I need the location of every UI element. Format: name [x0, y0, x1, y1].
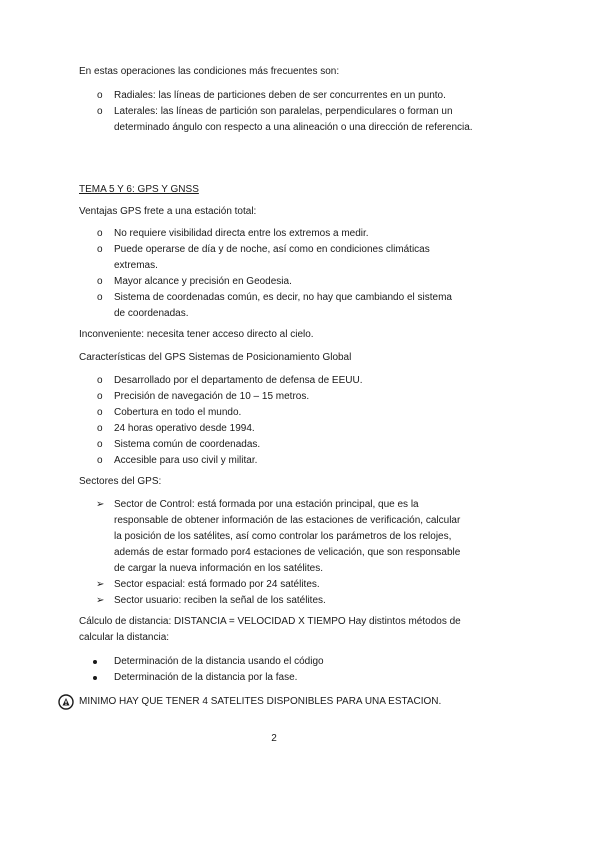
methods-list [79, 654, 479, 686]
circle-bullet-icon: o [97, 375, 103, 386]
intro-text: En estas operaciones las condiciones más frecuentes son: [79, 66, 340, 77]
list-item: o Mayor alcance y precisión en Geodesia. [79, 274, 459, 290]
list-item: o 24 horas operativo desde 1994. [79, 421, 479, 437]
features-list [79, 373, 479, 469]
list-item: ➢ Sector usuario: reciben la señal de los satélites. [79, 593, 469, 609]
dot-bullet-icon [93, 660, 97, 664]
circle-bullet-icon: o [97, 90, 103, 101]
list-item: o Puede operarse de día y de noche, así como en condiciones climáticas extremas. [97, 244, 430, 271]
circle-bullet-icon: o [97, 276, 103, 287]
note-text: MINIMO HAY QUE TENER 4 SATELITES DISPONIBLES PARA UNA ESTACION. [79, 696, 442, 707]
list-item: o Sistema común de coordenadas. [79, 437, 479, 453]
sectors-heading: Sectores del GPS: [79, 476, 162, 487]
list-item: o Precisión de navegación de 10 – 15 metros. [79, 389, 479, 405]
circle-bullet-icon: o [97, 292, 103, 303]
arrow-bullet-icon: ➢ [96, 595, 105, 606]
list-item: o No requiere visibilidad directa entre los extremos a medir. [79, 226, 459, 242]
list-item: o Desarrollado por el departamento de defensa de EEUU. [79, 373, 479, 389]
list-item: Determinación de la distancia usando el código [79, 654, 479, 670]
circle-bullet-icon: o [97, 407, 103, 418]
distance-text: Cálculo de distancia: DISTANCIA = VELOCIDAD X TIEMPO Hay distintos métodos de calcular la distancia: [79, 616, 461, 643]
advantages-list [79, 226, 459, 322]
disadvantage-text: Inconveniente: necesita tener acceso directo al cielo. [79, 329, 314, 340]
list-item: o Radiales: las líneas de particiones deben de ser concurrentes en un punto. [79, 88, 479, 104]
section-title: TEMA 5 Y 6: GPS Y GNSS [79, 184, 199, 195]
list-item: ➢ Sector espacial: está formado por 24 satélites. [79, 577, 469, 593]
intro-list [79, 88, 479, 136]
list-item: o Sistema de coordenadas común, es decir, no hay que cambiando el sistema de coordenadas. [97, 292, 452, 319]
dot-bullet-icon [93, 676, 97, 680]
circle-bullet-icon: o [97, 439, 103, 450]
list-item: o Accesible para uso civil y militar. [79, 453, 479, 469]
sectors-list [79, 497, 469, 609]
advantages-heading: Ventajas GPS frete a una estación total: [79, 206, 257, 217]
warning-icon [58, 694, 74, 710]
list-item: ➢ Sector de Control: está formada por una estación principal, que es la responsable de obtener información de las estaciones de verificación, calcular la posición de los satélites, así como controlar los parámetros de los relojes, además de estar formado por4 estaciones de velicación, que son responsable de cargar la nueva información en los satélites. [96, 499, 461, 574]
circle-bullet-icon: o [97, 228, 103, 239]
list-item: o Cobertura en todo el mundo. [79, 405, 479, 421]
arrow-bullet-icon: ➢ [96, 579, 105, 590]
features-heading: Características del GPS Sistemas de Posicionamiento Global [79, 352, 352, 363]
circle-bullet-icon: o [97, 244, 103, 255]
list-item: o Laterales: las líneas de partición son paralelas, perpendiculares o forman un determinado ángulo con respecto a una alineación o una dirección de referencia. [97, 106, 473, 133]
page-number: 2 [271, 733, 277, 744]
list-item: Determinación de la distancia por la fase. [79, 670, 479, 686]
circle-bullet-icon: o [97, 391, 103, 402]
circle-bullet-icon: o [97, 455, 103, 466]
circle-bullet-icon: o [97, 106, 103, 117]
arrow-bullet-icon: ➢ [96, 499, 105, 510]
circle-bullet-icon: o [97, 423, 103, 434]
